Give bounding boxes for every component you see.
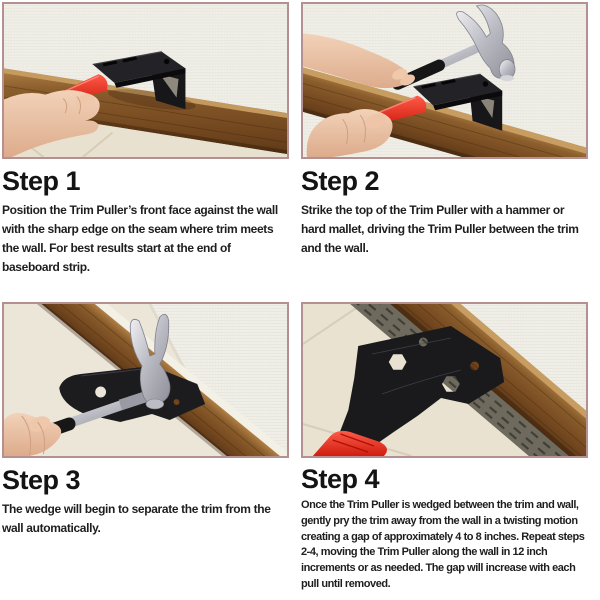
step-3-section	[2, 302, 289, 538]
step-1-title: Step 1	[2, 166, 81, 196]
step-3-description: The wedge will begin to separate the trim from the wall automatically.	[2, 502, 271, 535]
step-1-section	[2, 2, 289, 277]
step-1-description: Position the Trim Puller’s front face against the wall with the sharp edge on the seam where trim meets the wall. For best results start at the end of baseboard strip.	[2, 203, 278, 274]
step-2-photo	[301, 2, 588, 159]
step-3-photo	[2, 302, 289, 458]
step-4-title: Step 4	[301, 464, 380, 494]
step-1-photo	[2, 2, 289, 159]
step-4-photo	[301, 302, 588, 458]
step-4-description: Once the Trim Puller is wedged between the trim and wall, gently pry the trim away from the wall in a twisting motion creating a gap of approximately 4 to 8 inches. Repeat steps 2-4, moving the Trim Puller along the wall in 12 inch increments or as needed. The gap will increase with each pull until removed.	[301, 499, 585, 590]
step-4-section	[301, 302, 588, 593]
step-3-title: Step 3	[2, 465, 81, 495]
step-2-title: Step 2	[301, 166, 380, 196]
step-2-section	[301, 2, 588, 258]
step-2-description: Strike the top of the Trim Puller with a hammer or hard mallet, driving the Trim Puller between the trim and the wall.	[301, 203, 579, 255]
